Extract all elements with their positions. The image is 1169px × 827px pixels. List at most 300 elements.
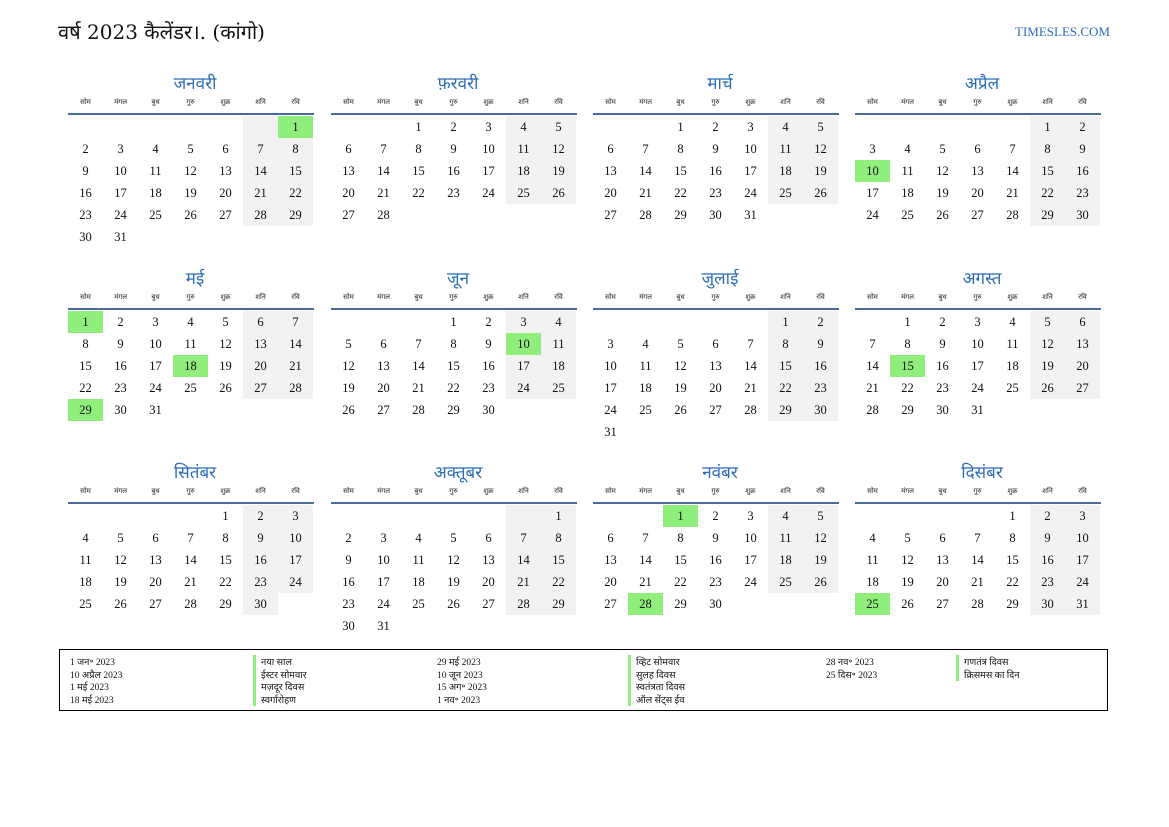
- day-cell[interactable]: 22: [79, 381, 92, 395]
- day-cell[interactable]: 14: [639, 553, 652, 567]
- day-cell[interactable]: 5: [904, 531, 911, 545]
- day-cell[interactable]: 4: [541, 311, 576, 333]
- day-cell[interactable]: 11: [768, 527, 803, 549]
- day-cell[interactable]: 19: [803, 160, 838, 182]
- day-cell[interactable]: 11: [184, 337, 197, 351]
- day-cell[interactable]: 1: [768, 311, 803, 333]
- day-cell[interactable]: 25: [79, 597, 92, 611]
- day-cell[interactable]: 14: [184, 553, 197, 567]
- day-cell[interactable]: 18: [541, 355, 576, 377]
- day-cell[interactable]: 29: [901, 403, 914, 417]
- day-cell[interactable]: 30: [482, 403, 495, 417]
- day-cell[interactable]: 30: [803, 399, 838, 421]
- day-cell[interactable]: 8: [1009, 531, 1016, 545]
- day-cell[interactable]: 15: [219, 553, 232, 567]
- day-cell[interactable]: 22: [901, 381, 914, 395]
- day-cell[interactable]: 16: [79, 186, 92, 200]
- day-cell[interactable]: 22: [674, 575, 687, 589]
- day-cell[interactable]: 10: [506, 333, 541, 355]
- day-cell[interactable]: 19: [342, 381, 355, 395]
- day-cell[interactable]: 21: [971, 575, 984, 589]
- day-cell[interactable]: 18: [901, 186, 914, 200]
- day-cell[interactable]: 2: [803, 311, 838, 333]
- day-cell[interactable]: 16: [709, 164, 722, 178]
- day-cell[interactable]: 12: [803, 138, 838, 160]
- day-cell[interactable]: 19: [114, 575, 127, 589]
- day-cell[interactable]: 30: [709, 597, 722, 611]
- day-cell[interactable]: 27: [936, 597, 949, 611]
- day-cell[interactable]: 23: [114, 381, 127, 395]
- day-cell[interactable]: 3: [747, 120, 754, 134]
- day-cell[interactable]: 27: [149, 597, 162, 611]
- day-cell[interactable]: 30: [243, 593, 278, 615]
- day-cell[interactable]: 29: [1006, 597, 1019, 611]
- day-cell[interactable]: 11: [506, 138, 541, 160]
- day-cell[interactable]: 26: [803, 182, 838, 204]
- day-cell[interactable]: 10: [1065, 527, 1100, 549]
- day-cell[interactable]: 11: [1006, 337, 1019, 351]
- day-cell[interactable]: 24: [971, 381, 984, 395]
- day-cell[interactable]: 6: [607, 142, 614, 156]
- day-cell[interactable]: 7: [415, 337, 422, 351]
- day-cell[interactable]: 9: [712, 142, 719, 156]
- day-cell[interactable]: 28: [866, 403, 879, 417]
- day-cell[interactable]: 21: [639, 186, 652, 200]
- day-cell[interactable]: 28: [506, 593, 541, 615]
- day-cell[interactable]: 2: [1065, 116, 1100, 138]
- day-cell[interactable]: 18: [1006, 359, 1019, 373]
- day-cell[interactable]: 28: [412, 403, 425, 417]
- day-cell[interactable]: 7: [1009, 142, 1016, 156]
- day-cell[interactable]: 13: [604, 553, 617, 567]
- day-cell[interactable]: 27: [604, 208, 617, 222]
- day-cell[interactable]: 9: [243, 527, 278, 549]
- day-cell[interactable]: 10: [744, 142, 757, 156]
- day-cell[interactable]: 8: [541, 527, 576, 549]
- day-cell[interactable]: 17: [114, 186, 127, 200]
- day-cell[interactable]: 25: [149, 208, 162, 222]
- day-cell[interactable]: 14: [278, 333, 313, 355]
- day-cell[interactable]: 15: [79, 359, 92, 373]
- day-cell[interactable]: 2: [450, 120, 457, 134]
- day-cell[interactable]: 4: [82, 531, 89, 545]
- day-cell[interactable]: 4: [152, 142, 159, 156]
- day-cell[interactable]: 15: [278, 160, 313, 182]
- day-cell[interactable]: 11: [901, 164, 914, 178]
- day-cell[interactable]: 25: [506, 182, 541, 204]
- day-cell[interactable]: 4: [904, 142, 911, 156]
- day-cell[interactable]: 19: [674, 381, 687, 395]
- day-cell[interactable]: 8: [450, 337, 457, 351]
- day-cell[interactable]: 1: [450, 315, 457, 329]
- day-cell[interactable]: 7: [747, 337, 754, 351]
- day-cell[interactable]: 23: [447, 186, 460, 200]
- day-cell[interactable]: 2: [117, 315, 124, 329]
- day-cell[interactable]: 24: [744, 186, 757, 200]
- day-cell[interactable]: 23: [79, 208, 92, 222]
- day-cell[interactable]: 1: [663, 505, 698, 527]
- day-cell[interactable]: 31: [377, 619, 390, 633]
- day-cell[interactable]: 9: [117, 337, 124, 351]
- day-cell[interactable]: 13: [936, 553, 949, 567]
- day-cell[interactable]: 24: [482, 186, 495, 200]
- day-cell[interactable]: 10: [971, 337, 984, 351]
- day-cell[interactable]: 3: [747, 509, 754, 523]
- day-cell[interactable]: 16: [243, 549, 278, 571]
- day-cell[interactable]: 18: [506, 160, 541, 182]
- day-cell[interactable]: 3: [1065, 505, 1100, 527]
- day-cell[interactable]: 30: [1065, 204, 1100, 226]
- day-cell[interactable]: 16: [803, 355, 838, 377]
- day-cell[interactable]: 5: [677, 337, 684, 351]
- day-cell[interactable]: 17: [971, 359, 984, 373]
- day-cell[interactable]: 31: [114, 230, 127, 244]
- day-cell[interactable]: 29: [1030, 204, 1065, 226]
- day-cell[interactable]: 17: [866, 186, 879, 200]
- day-cell[interactable]: 17: [377, 575, 390, 589]
- day-cell[interactable]: 22: [1030, 182, 1065, 204]
- day-cell[interactable]: 20: [243, 355, 278, 377]
- day-cell[interactable]: 6: [380, 337, 387, 351]
- day-cell[interactable]: 22: [447, 381, 460, 395]
- day-cell[interactable]: 17: [506, 355, 541, 377]
- day-cell[interactable]: 2: [712, 120, 719, 134]
- day-cell[interactable]: 30: [342, 619, 355, 633]
- day-cell[interactable]: 21: [278, 355, 313, 377]
- day-cell[interactable]: 17: [149, 359, 162, 373]
- day-cell[interactable]: 28: [1006, 208, 1019, 222]
- day-cell[interactable]: 30: [114, 403, 127, 417]
- day-cell[interactable]: 11: [639, 359, 652, 373]
- day-cell[interactable]: 18: [79, 575, 92, 589]
- day-cell[interactable]: 9: [450, 142, 457, 156]
- day-cell[interactable]: 29: [447, 403, 460, 417]
- day-cell[interactable]: 15: [541, 549, 576, 571]
- day-cell[interactable]: 10: [744, 531, 757, 545]
- day-cell[interactable]: 7: [187, 531, 194, 545]
- day-cell[interactable]: 25: [184, 381, 197, 395]
- day-cell[interactable]: 22: [278, 182, 313, 204]
- day-cell[interactable]: 27: [971, 208, 984, 222]
- day-cell[interactable]: 8: [278, 138, 313, 160]
- day-cell[interactable]: 5: [187, 142, 194, 156]
- day-cell[interactable]: 16: [342, 575, 355, 589]
- day-cell[interactable]: 9: [82, 164, 89, 178]
- day-cell[interactable]: 3: [485, 120, 492, 134]
- day-cell[interactable]: 3: [506, 311, 541, 333]
- day-cell[interactable]: 12: [1030, 333, 1065, 355]
- day-cell[interactable]: 6: [607, 531, 614, 545]
- day-cell[interactable]: 5: [541, 116, 576, 138]
- day-cell[interactable]: 8: [82, 337, 89, 351]
- day-cell[interactable]: 10: [377, 553, 390, 567]
- day-cell[interactable]: 18: [639, 381, 652, 395]
- day-cell[interactable]: 1: [68, 311, 103, 333]
- day-cell[interactable]: 14: [639, 164, 652, 178]
- day-cell[interactable]: 9: [939, 337, 946, 351]
- day-cell[interactable]: 18: [768, 160, 803, 182]
- day-cell[interactable]: 14: [243, 160, 278, 182]
- day-cell[interactable]: 6: [243, 311, 278, 333]
- day-cell[interactable]: 20: [342, 186, 355, 200]
- day-cell[interactable]: 23: [936, 381, 949, 395]
- day-cell[interactable]: 27: [342, 208, 355, 222]
- day-cell[interactable]: 18: [173, 355, 208, 377]
- day-cell[interactable]: 6: [939, 531, 946, 545]
- day-cell[interactable]: 13: [971, 164, 984, 178]
- day-cell[interactable]: 1: [1009, 509, 1016, 523]
- day-cell[interactable]: 6: [345, 142, 352, 156]
- day-cell[interactable]: 22: [541, 571, 576, 593]
- day-cell[interactable]: 9: [485, 337, 492, 351]
- day-cell[interactable]: 25: [412, 597, 425, 611]
- day-cell[interactable]: 26: [184, 208, 197, 222]
- day-cell[interactable]: 15: [674, 164, 687, 178]
- day-cell[interactable]: 23: [709, 575, 722, 589]
- day-cell[interactable]: 2: [243, 505, 278, 527]
- day-cell[interactable]: 22: [1006, 575, 1019, 589]
- day-cell[interactable]: 2: [712, 509, 719, 523]
- day-cell[interactable]: 31: [744, 208, 757, 222]
- day-cell[interactable]: 7: [642, 531, 649, 545]
- day-cell[interactable]: 8: [677, 531, 684, 545]
- day-cell[interactable]: 12: [901, 553, 914, 567]
- day-cell[interactable]: 1: [904, 315, 911, 329]
- day-cell[interactable]: 11: [541, 333, 576, 355]
- day-cell[interactable]: 23: [1065, 182, 1100, 204]
- day-cell[interactable]: 6: [485, 531, 492, 545]
- day-cell[interactable]: 15: [890, 355, 925, 377]
- day-cell[interactable]: 28: [184, 597, 197, 611]
- day-cell[interactable]: 21: [639, 575, 652, 589]
- day-cell[interactable]: 8: [677, 142, 684, 156]
- day-cell[interactable]: 15: [447, 359, 460, 373]
- day-cell[interactable]: 6: [974, 142, 981, 156]
- day-cell[interactable]: 11: [866, 553, 879, 567]
- day-cell[interactable]: 9: [345, 553, 352, 567]
- day-cell[interactable]: 7: [974, 531, 981, 545]
- day-cell[interactable]: 24: [506, 377, 541, 399]
- day-cell[interactable]: 19: [184, 186, 197, 200]
- day-cell[interactable]: 19: [219, 359, 232, 373]
- day-cell[interactable]: 13: [482, 553, 495, 567]
- day-cell[interactable]: 13: [709, 359, 722, 373]
- day-cell[interactable]: 3: [278, 505, 313, 527]
- day-cell[interactable]: 23: [1030, 571, 1065, 593]
- day-cell[interactable]: 3: [869, 142, 876, 156]
- day-cell[interactable]: 15: [768, 355, 803, 377]
- day-cell[interactable]: 12: [114, 553, 127, 567]
- day-cell[interactable]: 23: [709, 186, 722, 200]
- day-cell[interactable]: 12: [342, 359, 355, 373]
- day-cell[interactable]: 20: [377, 381, 390, 395]
- day-cell[interactable]: 5: [345, 337, 352, 351]
- day-cell[interactable]: 26: [674, 403, 687, 417]
- day-cell[interactable]: 23: [342, 597, 355, 611]
- day-cell[interactable]: 7: [506, 527, 541, 549]
- day-cell[interactable]: 14: [377, 164, 390, 178]
- day-cell[interactable]: 6: [152, 531, 159, 545]
- day-cell[interactable]: 28: [971, 597, 984, 611]
- day-cell[interactable]: 20: [219, 186, 232, 200]
- day-cell[interactable]: 28: [243, 204, 278, 226]
- day-cell[interactable]: 10: [149, 337, 162, 351]
- day-cell[interactable]: 12: [219, 337, 232, 351]
- day-cell[interactable]: 8: [222, 531, 229, 545]
- day-cell[interactable]: 16: [114, 359, 127, 373]
- day-cell[interactable]: 15: [1030, 160, 1065, 182]
- day-cell[interactable]: 10: [278, 527, 313, 549]
- day-cell[interactable]: 9: [803, 333, 838, 355]
- day-cell[interactable]: 20: [149, 575, 162, 589]
- day-cell[interactable]: 23: [243, 571, 278, 593]
- day-cell[interactable]: 1: [415, 120, 422, 134]
- day-cell[interactable]: 24: [866, 208, 879, 222]
- day-cell[interactable]: 28: [628, 593, 663, 615]
- day-cell[interactable]: 27: [243, 377, 278, 399]
- day-cell[interactable]: 11: [149, 164, 162, 178]
- day-cell[interactable]: 10: [604, 359, 617, 373]
- day-cell[interactable]: 7: [380, 142, 387, 156]
- day-cell[interactable]: 27: [482, 597, 495, 611]
- day-cell[interactable]: 26: [114, 597, 127, 611]
- day-cell[interactable]: 17: [482, 164, 495, 178]
- day-cell[interactable]: 27: [1065, 377, 1100, 399]
- day-cell[interactable]: 25: [768, 182, 803, 204]
- day-cell[interactable]: 5: [117, 531, 124, 545]
- day-cell[interactable]: 11: [79, 553, 92, 567]
- day-cell[interactable]: 19: [936, 186, 949, 200]
- day-cell[interactable]: 4: [506, 116, 541, 138]
- day-cell[interactable]: 26: [219, 381, 232, 395]
- day-cell[interactable]: 18: [412, 575, 425, 589]
- day-cell[interactable]: 20: [482, 575, 495, 589]
- day-cell[interactable]: 23: [482, 381, 495, 395]
- day-cell[interactable]: 28: [639, 208, 652, 222]
- day-cell[interactable]: 20: [936, 575, 949, 589]
- day-cell[interactable]: 3: [607, 337, 614, 351]
- day-cell[interactable]: 26: [541, 182, 576, 204]
- day-cell[interactable]: 10: [482, 142, 495, 156]
- day-cell[interactable]: 24: [114, 208, 127, 222]
- day-cell[interactable]: 4: [869, 531, 876, 545]
- day-cell[interactable]: 11: [768, 138, 803, 160]
- day-cell[interactable]: 13: [377, 359, 390, 373]
- day-cell[interactable]: 5: [803, 116, 838, 138]
- day-cell[interactable]: 8: [1030, 138, 1065, 160]
- day-cell[interactable]: 25: [855, 593, 890, 615]
- day-cell[interactable]: 30: [709, 208, 722, 222]
- day-cell[interactable]: 24: [604, 403, 617, 417]
- day-cell[interactable]: 4: [768, 116, 803, 138]
- day-cell[interactable]: 1: [541, 505, 576, 527]
- day-cell[interactable]: 13: [219, 164, 232, 178]
- day-cell[interactable]: 16: [482, 359, 495, 373]
- day-cell[interactable]: 26: [342, 403, 355, 417]
- day-cell[interactable]: 20: [604, 575, 617, 589]
- day-cell[interactable]: 27: [709, 403, 722, 417]
- day-cell[interactable]: 20: [1065, 355, 1100, 377]
- day-cell[interactable]: 2: [939, 315, 946, 329]
- day-cell[interactable]: 4: [642, 337, 649, 351]
- day-cell[interactable]: 24: [377, 597, 390, 611]
- day-cell[interactable]: 17: [744, 164, 757, 178]
- day-cell[interactable]: 15: [1006, 553, 1019, 567]
- day-cell[interactable]: 1: [278, 116, 313, 138]
- day-cell[interactable]: 25: [1006, 381, 1019, 395]
- day-cell[interactable]: 31: [1065, 593, 1100, 615]
- day-cell[interactable]: 29: [68, 399, 103, 421]
- day-cell[interactable]: 16: [1030, 549, 1065, 571]
- day-cell[interactable]: 22: [219, 575, 232, 589]
- day-cell[interactable]: 29: [674, 597, 687, 611]
- day-cell[interactable]: 17: [1065, 549, 1100, 571]
- day-cell[interactable]: 5: [939, 142, 946, 156]
- day-cell[interactable]: 21: [866, 381, 879, 395]
- day-cell[interactable]: 7: [243, 138, 278, 160]
- day-cell[interactable]: 14: [744, 359, 757, 373]
- day-cell[interactable]: 4: [415, 531, 422, 545]
- day-cell[interactable]: 16: [936, 359, 949, 373]
- day-cell[interactable]: 26: [447, 597, 460, 611]
- day-cell[interactable]: 15: [674, 553, 687, 567]
- day-cell[interactable]: 9: [1065, 138, 1100, 160]
- day-cell[interactable]: 14: [506, 549, 541, 571]
- day-cell[interactable]: 4: [1009, 315, 1016, 329]
- day-cell[interactable]: 30: [79, 230, 92, 244]
- day-cell[interactable]: 13: [149, 553, 162, 567]
- day-cell[interactable]: 14: [1006, 164, 1019, 178]
- day-cell[interactable]: 20: [709, 381, 722, 395]
- day-cell[interactable]: 22: [768, 377, 803, 399]
- day-cell[interactable]: 18: [149, 186, 162, 200]
- day-cell[interactable]: 3: [974, 315, 981, 329]
- day-cell[interactable]: 21: [506, 571, 541, 593]
- day-cell[interactable]: 29: [768, 399, 803, 421]
- day-cell[interactable]: 29: [278, 204, 313, 226]
- day-cell[interactable]: 14: [412, 359, 425, 373]
- day-cell[interactable]: 6: [1065, 311, 1100, 333]
- day-cell[interactable]: 5: [1030, 311, 1065, 333]
- day-cell[interactable]: 2: [485, 315, 492, 329]
- day-cell[interactable]: 24: [278, 571, 313, 593]
- day-cell[interactable]: 13: [1065, 333, 1100, 355]
- day-cell[interactable]: 23: [803, 377, 838, 399]
- day-cell[interactable]: 5: [222, 315, 229, 329]
- day-cell[interactable]: 2: [345, 531, 352, 545]
- day-cell[interactable]: 29: [219, 597, 232, 611]
- day-cell[interactable]: 27: [604, 597, 617, 611]
- day-cell[interactable]: 21: [377, 186, 390, 200]
- day-cell[interactable]: 1: [1030, 116, 1065, 138]
- day-cell[interactable]: 5: [450, 531, 457, 545]
- day-cell[interactable]: 19: [803, 549, 838, 571]
- day-cell[interactable]: 10: [114, 164, 127, 178]
- day-cell[interactable]: 30: [1030, 593, 1065, 615]
- day-cell[interactable]: 3: [117, 142, 124, 156]
- day-cell[interactable]: 2: [82, 142, 89, 156]
- day-cell[interactable]: 25: [541, 377, 576, 399]
- day-cell[interactable]: 21: [1006, 186, 1019, 200]
- day-cell[interactable]: 12: [184, 164, 197, 178]
- day-cell[interactable]: 4: [187, 315, 194, 329]
- day-cell[interactable]: 27: [219, 208, 232, 222]
- day-cell[interactable]: 24: [744, 575, 757, 589]
- day-cell[interactable]: 19: [447, 575, 460, 589]
- day-cell[interactable]: 7: [869, 337, 876, 351]
- day-cell[interactable]: 14: [971, 553, 984, 567]
- site-link[interactable]: TIMESLES.COM: [1015, 24, 1110, 39]
